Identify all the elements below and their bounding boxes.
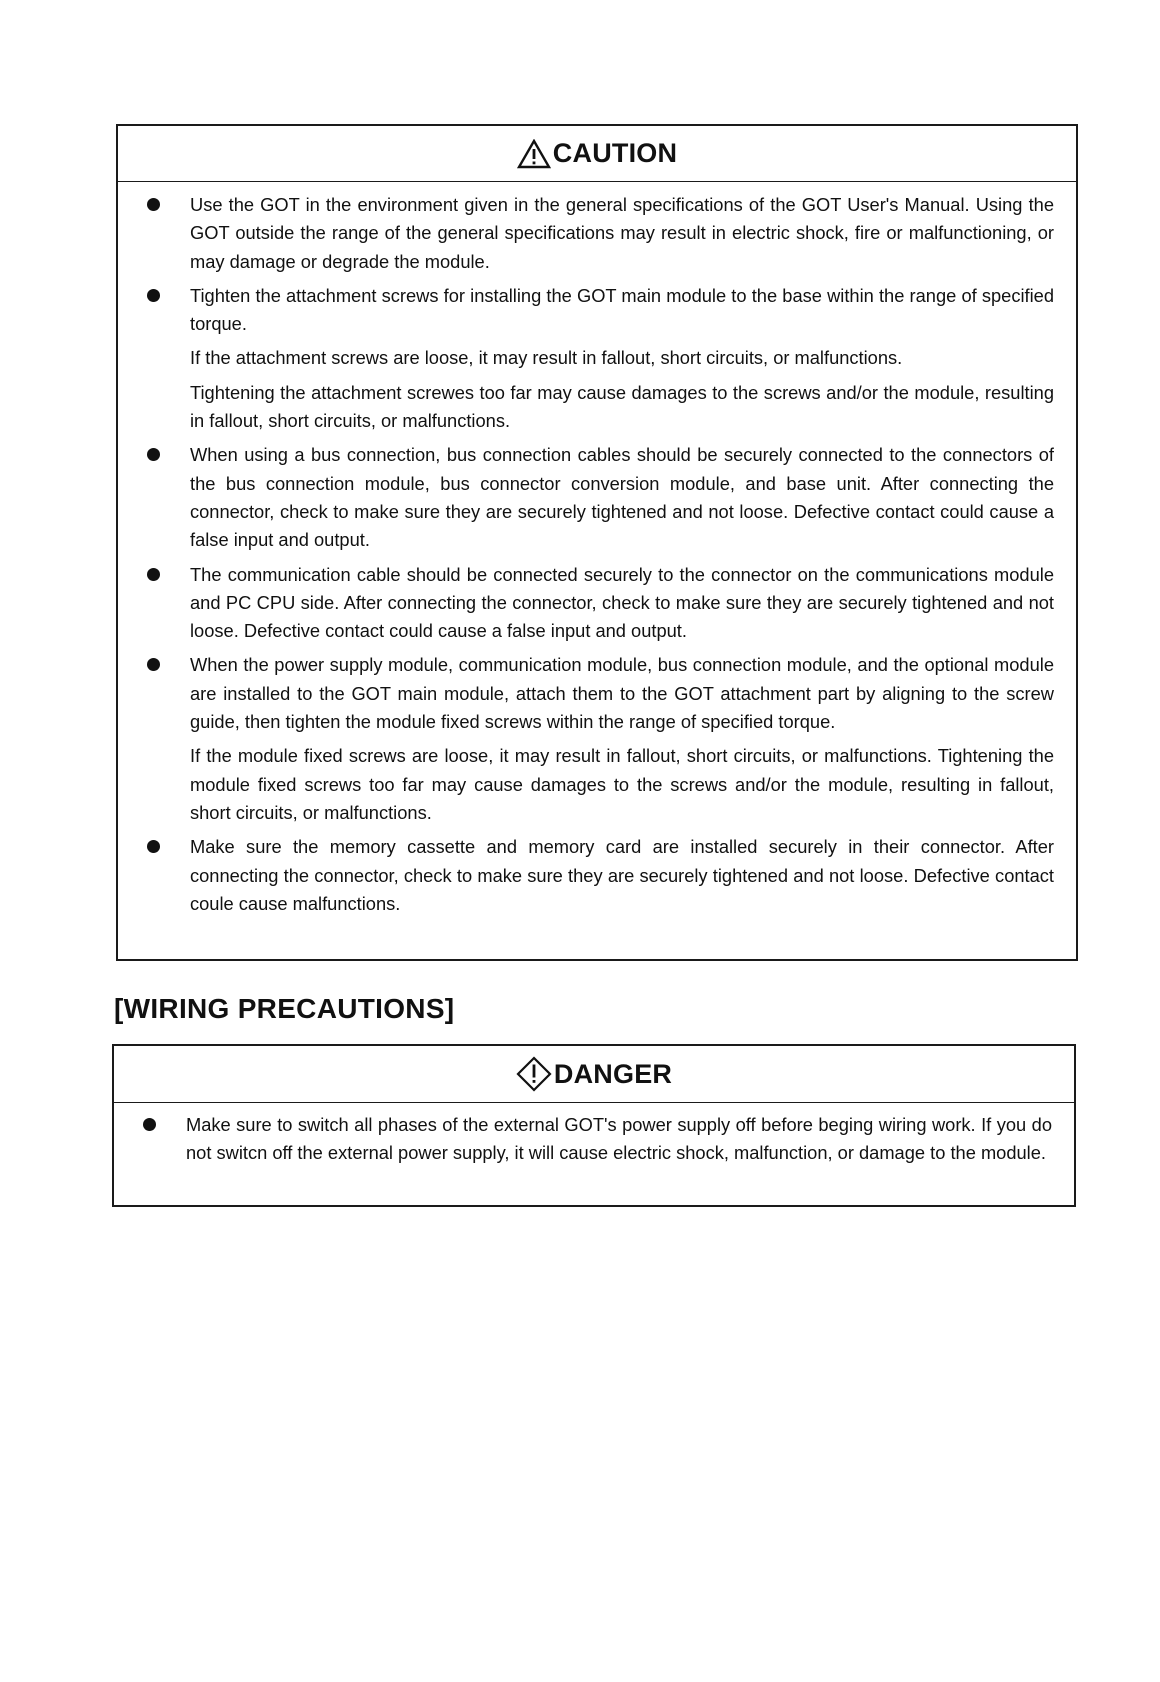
danger-header <box>114 1046 1074 1103</box>
danger-diamond-icon <box>516 1056 552 1092</box>
caution-item <box>146 282 1054 435</box>
caution-paragraph: Tightening the attachment screwes too far may cause damages to the screws and/or the module, resulting in fallout, short circuits, or malfunctions. <box>190 381 1054 432</box>
caution-box <box>116 124 1078 961</box>
caution-paragraph: When using a bus connection, bus connection cables should be securely connected to the connectors of the bus connection module, bus connector conversion module, and base unit. After connecting the connector, check to make sure they are securely tightened and not loose. Defective contact could cause a false input and output. <box>190 444 1054 551</box>
caution-header <box>118 126 1076 182</box>
caution-body <box>118 182 1076 918</box>
caution-paragraph: Tighten the attachment screws for installing the GOT main module to the base within the range of specified torque. <box>190 284 1054 335</box>
wiring-precautions-heading: [WIRING PRECAUTIONS] <box>114 993 455 1024</box>
caution-paragraph: If the module fixed screws are loose, it may result in fallout, short circuits, or malfunctions. Tightening the module fixed screws too far may cause damages to the screws and/or the module, resulting in fallout, short circuits, or malfunctions. <box>190 745 1054 823</box>
bullet-icon <box>143 1118 156 1131</box>
caution-paragraph: The communication cable should be connected securely to the connector on the communications module and PC CPU side. After connecting the connector, check to make sure they are securely tightened and not loose. Defective contact could cause a false input and output. <box>190 563 1054 642</box>
caution-title: CAUTION <box>552 138 678 168</box>
bullet-icon <box>147 840 160 853</box>
bullet-icon <box>147 289 160 302</box>
bullet-icon <box>147 448 160 461</box>
danger-paragraph: Make sure to switch all phases of the external GOT's power supply off before beging wiring work. If you do not switcn off the external power supply, it will cause electric shock, malfunction, or damage to the module. <box>186 1114 1052 1164</box>
warning-triangle-icon <box>517 139 551 169</box>
danger-item <box>142 1111 1052 1168</box>
bullet-icon <box>147 568 160 581</box>
danger-title: DANGER <box>553 1058 673 1089</box>
caution-paragraph: Use the GOT in the environment given in the general specifications of the GOT User's Manual. Using the GOT outside the range of the general specifications may result in electric shock, fire or malfunctioning, or may damage or degrade the module. <box>190 194 1054 272</box>
caution-item <box>146 441 1054 554</box>
caution-paragraph: Make sure the memory cassette and memory card are installed securely in their connector. After connecting the connector, check to make sure they are securely tightened and not loose. Defective contact coule cause malfunctions. <box>190 836 1054 914</box>
caution-item <box>146 651 1054 827</box>
caution-item <box>146 561 1054 646</box>
bullet-icon <box>147 198 160 211</box>
caution-paragraph: When the power supply module, communication module, bus connection module, and the optional module are installed to the GOT main module, attach them to the GOT attachment part by aligning to the screw guide, then tighten the module fixed screws within the range of specified torque. <box>190 654 1054 733</box>
caution-item <box>146 833 1054 918</box>
caution-paragraph: If the attachment screws are loose, it may result in fallout, short circuits, or malfunctions. <box>190 347 903 369</box>
caution-item <box>146 191 1054 276</box>
danger-body <box>114 1103 1074 1168</box>
danger-box <box>112 1044 1076 1207</box>
bullet-icon <box>147 658 160 671</box>
